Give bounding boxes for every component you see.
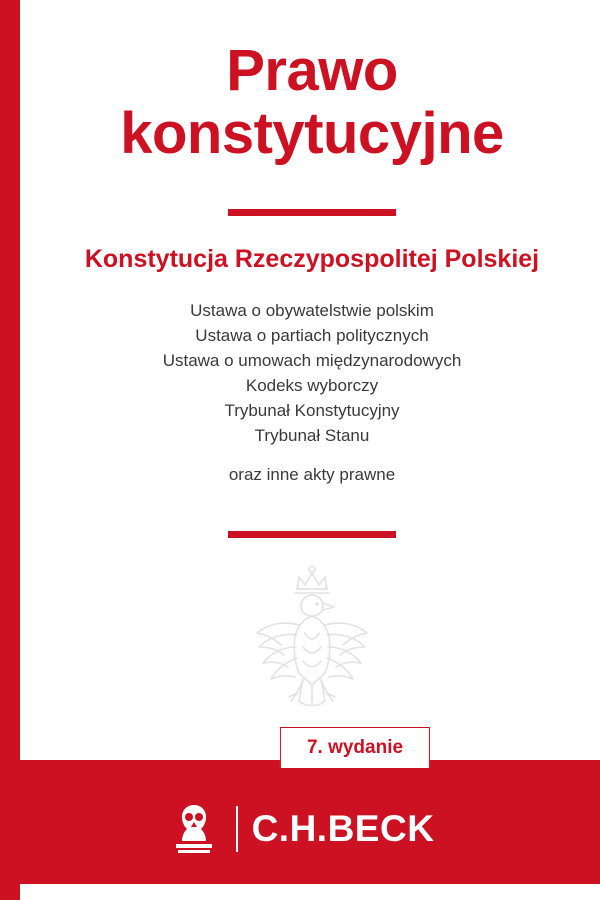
other-acts-note: oraz inne akty prawne (228, 465, 396, 484)
beck-owl-mark-icon (166, 800, 222, 858)
list-item: Kodeks wyborczy (245, 376, 379, 395)
list-item: Ustawa o umowach międzynarodowych (162, 351, 462, 370)
list-item: Trybunał Konstytucyjny (224, 401, 400, 420)
edition-badge: 7. wydanie (280, 727, 430, 769)
page-title (24, 40, 600, 165)
divider-top (228, 209, 396, 216)
acts-list (24, 298, 600, 487)
list-item: Trybunał Stanu (254, 426, 370, 445)
logo-divider (236, 806, 238, 852)
divider-bottom (228, 531, 396, 538)
publisher-name: C.H.BECK (251, 808, 435, 849)
polish-eagle-emblem-icon (232, 552, 392, 717)
bottom-edge (20, 884, 600, 900)
title-line-2: konstytucyjne (120, 100, 504, 166)
title-line-1: Prawo (226, 38, 398, 103)
list-item: Ustawa o obywatelstwie polskim (190, 301, 434, 320)
list-item: Ustawa o partiach politycznych (195, 326, 429, 345)
cover-subtitle: Konstytucja Rzeczypospolitej Polskiej (84, 245, 540, 273)
publisher-logo (0, 800, 600, 858)
